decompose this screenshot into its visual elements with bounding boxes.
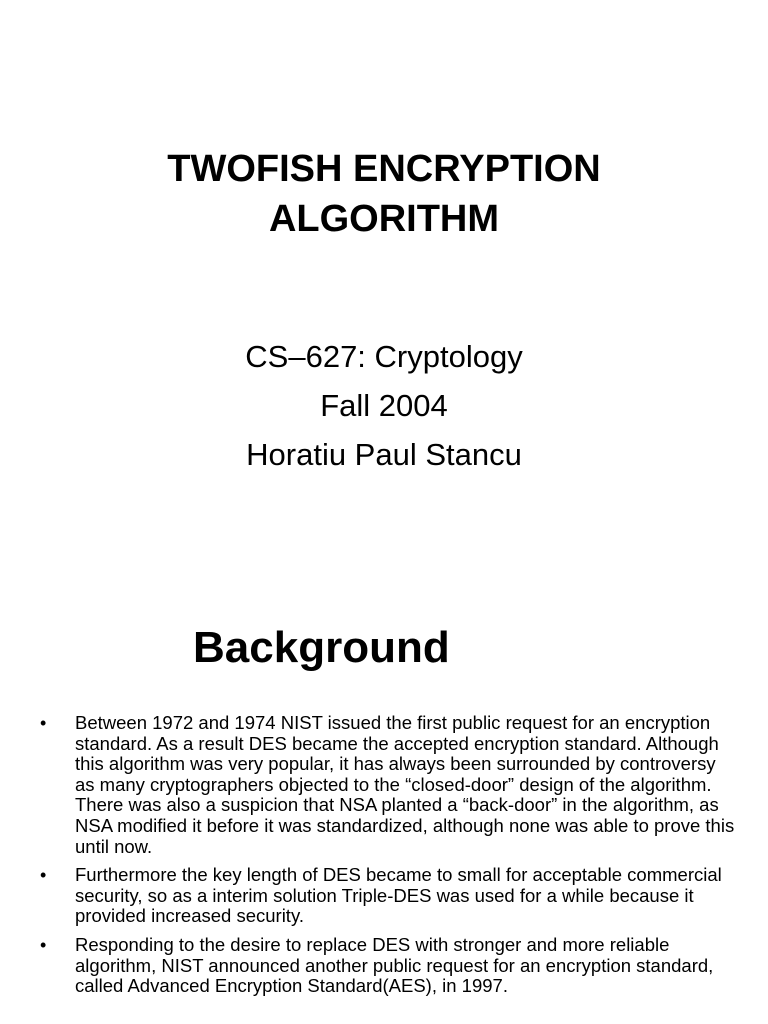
semester: Fall 2004 bbox=[320, 388, 448, 423]
author-name: Horatiu Paul Stancu bbox=[246, 437, 522, 472]
bullet-text: Responding to the desire to replace DES with stronger and more reliable algorithm, NIST announced another public request for an encryption standard, called Advanced Encryption Standard(AES), in 1997. bbox=[75, 933, 714, 997]
slide-title-line-2: ALGORITHM bbox=[268, 198, 500, 240]
bullet-item bbox=[0, 713, 768, 857]
slide-title-line-1: TWOFISH ENCRYPTION bbox=[167, 148, 601, 190]
bullet-dot-icon: • bbox=[40, 865, 47, 886]
bullet-text: Furthermore the key length of DES became to small for acceptable commercial security, so as a interim solution Triple-DES was used for a while because it provided increased security. bbox=[75, 864, 722, 927]
bullet-dot-icon: • bbox=[40, 934, 47, 955]
bullet-item bbox=[0, 935, 768, 997]
bullet-list bbox=[0, 713, 768, 1005]
course-name: CS–627: Cryptology bbox=[245, 339, 523, 374]
bullet-dot-icon: • bbox=[40, 713, 47, 733]
section-heading: Background bbox=[193, 623, 450, 672]
bullet-item bbox=[0, 865, 768, 927]
slide-subtitle bbox=[0, 332, 768, 479]
bullet-text: Between 1972 and 1974 NIST issued the first public request for an encryption standard. As a result DES became the accepted encryption standard. Although this algorithm was very popular, it has always been surrounded by controversy as many cryptographers objected to the “closed-door” design of the algorithm. There was also a suspicion that NSA planted a “back-door” in the algorithm, as NSA modified it before it was standardized, although none was able to prove this until now. bbox=[75, 712, 735, 857]
slide-title bbox=[0, 144, 768, 244]
